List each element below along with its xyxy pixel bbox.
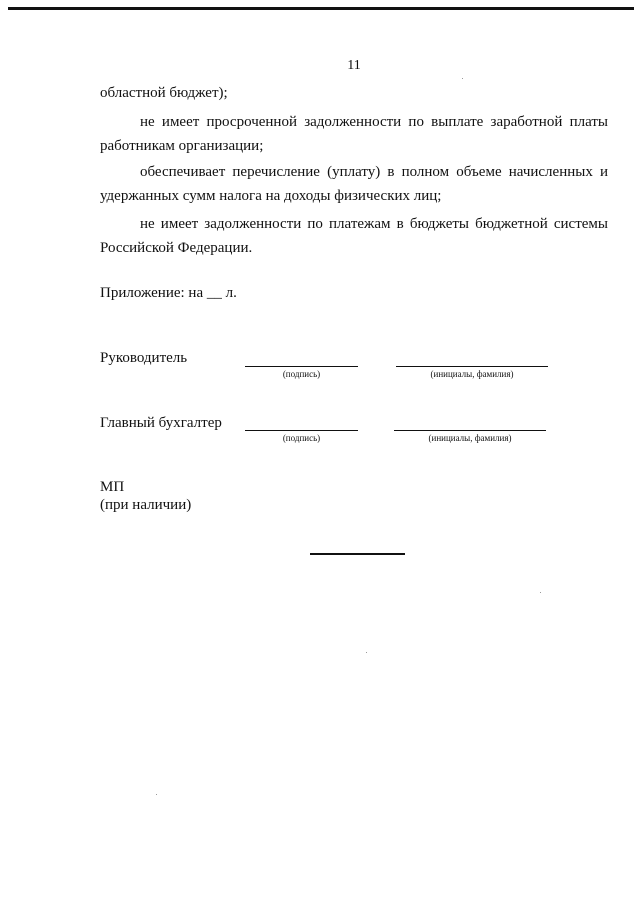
- signature-role-label: Руководитель: [100, 350, 188, 366]
- body-line-1: областной бюджет);: [100, 85, 228, 101]
- top-border-rule: [8, 7, 634, 10]
- body-line-3: работникам организации;: [100, 138, 264, 154]
- name-caption: (инициалы, фамилия): [430, 369, 514, 379]
- end-of-document-rule: [310, 553, 405, 555]
- attachment-line: Приложение: на __ л.: [100, 285, 237, 301]
- scan-speck: [462, 78, 463, 79]
- signature-line: [245, 366, 358, 367]
- name-line: [394, 430, 546, 431]
- signature-caption: (подпись): [282, 369, 321, 379]
- stamp-label: МП: [100, 479, 125, 495]
- body-line-7: Российской Федерации.: [100, 240, 253, 256]
- scan-speck: [366, 652, 367, 653]
- signature-line: [245, 430, 358, 431]
- scan-speck: [156, 794, 157, 795]
- signature-caption: (подпись): [282, 433, 321, 443]
- body-line-2: не имеет просроченной задолженности по выплате заработной платы: [140, 114, 608, 130]
- body-line-6: не имеет задолженности по платежам в бюджеты бюджетной системы: [140, 216, 608, 232]
- body-line-4: обеспечивает перечисление (уплату) в полном объеме начисленных и: [140, 164, 608, 180]
- name-caption: (инициалы, фамилия): [428, 433, 512, 443]
- page-number: 11: [347, 58, 361, 73]
- signature-role-label: Главный бухгалтер: [100, 415, 222, 431]
- name-line: [396, 366, 548, 367]
- stamp-note: (при наличии): [100, 497, 192, 513]
- body-line-5: удержанных сумм налога на доходы физических лиц;: [100, 188, 442, 204]
- scan-speck: [540, 592, 541, 593]
